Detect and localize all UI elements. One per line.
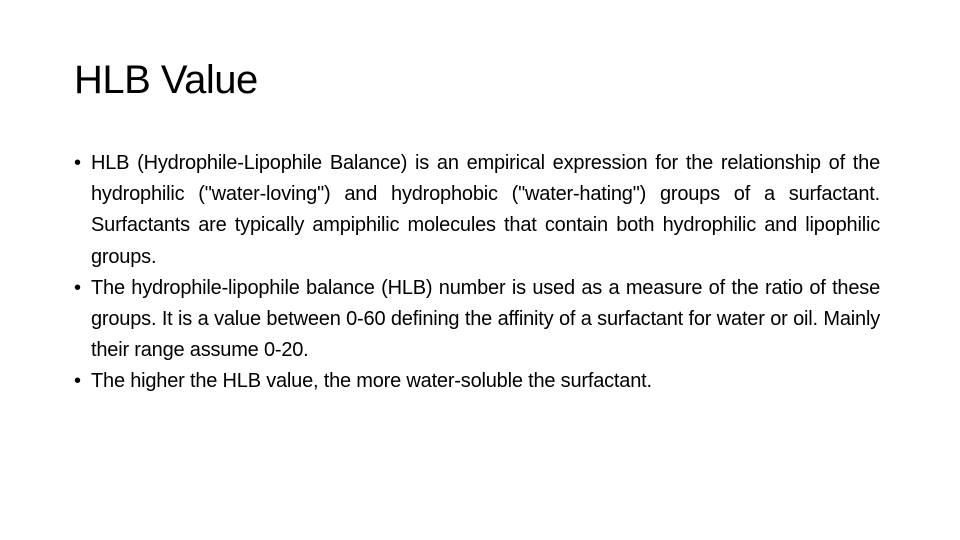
bullet-text: The higher the HLB value, the more water-soluble the surfactant. [91,370,652,393]
bullet-text: HLB (Hydrophile-Lipophile Balance) is an empirical expression for the relationship of the hydrophilic ("water-loving") and hydrophobic ("water-hating") groups of a surfactant. Surfactants are typically ampiphilic molecules that contain both hydrophilic and lipophilic groups. [91,152,880,268]
bullet-icon: • [74,276,81,299]
bullet-item-hlb-definition [74,148,880,273]
bullet-text: The hydrophile-lipophile balance (HLB) number is used as a measure of the ratio of these groups. It is a value between 0-60 defining the affinity of a surfactant for water or oil. Mainly their range assume 0-20. [91,276,880,362]
bullet-list [74,148,880,398]
bullet-icon: • [74,370,81,393]
bullet-item-hlb-solubility [74,366,880,397]
bullet-item-hlb-number [74,273,880,367]
bullet-icon: • [74,152,81,174]
slide-title: HLB Value [74,58,258,102]
